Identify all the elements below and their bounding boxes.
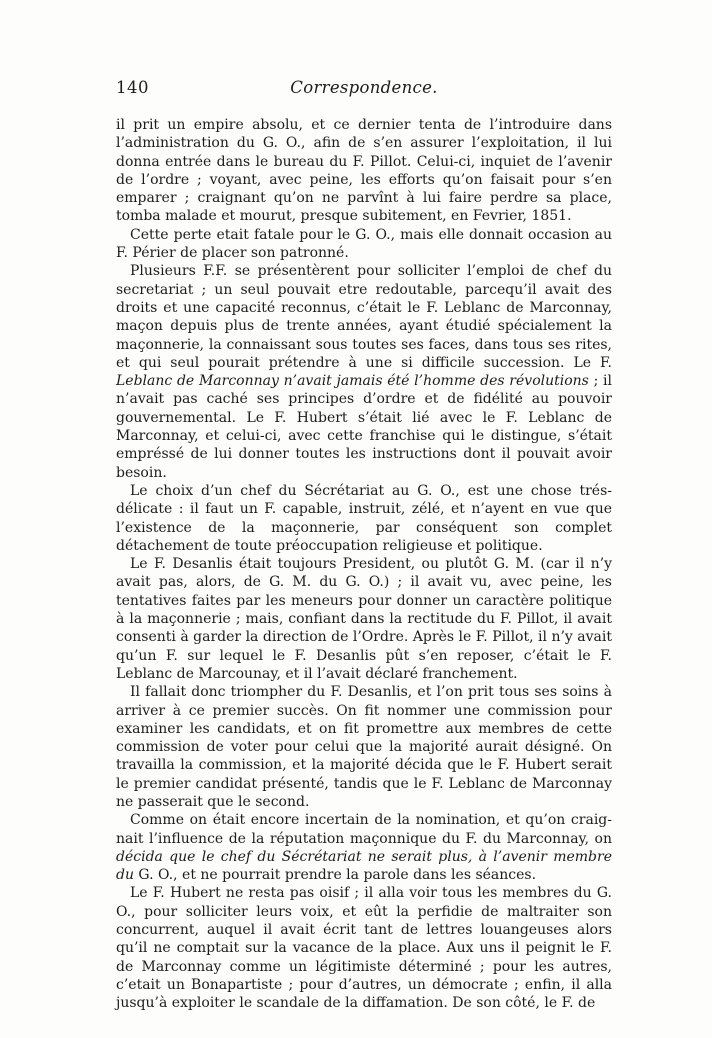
text-segment: Il fallait donc triompher du F. Desanlis, et l’on prit tous ses soins à arriver à ce premier succès. On fit nommer une commission pour examiner les candidats, et on fit promettre aux membres de cette commission de voter pour celui que la majorité aurait désigné. On travailla la commission, et la majorité décida que le F. Hubert serait le premier candidat présenté, tandis que le F. Leblanc de Marconnay ne passerait que le second. bbox=[116, 684, 612, 810]
text-segment: Plusieurs F.F. se présentèrent pour solliciter l’emploi de chef du secretariat ; un seul pouvait etre redoutable, parcequ’il avait des droits et une capacité reconnus, c’était le F. Leblanc de Marconnay, maçon depuis plus de trente années, ayant étudié spécialement la maçonnerie, la connaissant sous toutes ses faces, dans tous ses rites, et qui seul pourait prétendre à une si difficile succession. Le F. bbox=[116, 263, 612, 371]
text-segment: il prit un empire absolu, et ce dernier tenta de l’introduire dans l’administration du G. O., afin de s’en assurer l’exploitation, il lui donna entrée dans le bureau du F. Pillot. Celui-ci, inquiet de l’avenir de l’ordre ; voyant, avec peine, les efforts qu’on faisait pour s’en emparer ; craignant qu’on ne parvînt à lui faire perdre sa place, tomba malade et mourut, presque subitement, en Fevrier, 1851. bbox=[116, 117, 612, 225]
paragraph bbox=[116, 116, 612, 226]
paragraph bbox=[116, 226, 612, 263]
text-segment: Le F. Hubert ne resta pas oisif ; il alla voir tous les membres du G. O., pour solliciter leurs voix, et eût la perfidie de maltraiter son concurrent, auquel il avait écrit tant de lettres louangeuses alors qu’il ne comptait sur la vacance de la place. Aux uns il peignit le F. de Marconnay comme un légitimiste déterminé ; pour les autres, c’etait un Bonapartiste ; pour d’autres, un démocrate ; enfin, il alla jusqu’à exploiter le scandale de la diffamation. De son côté, le F. de bbox=[116, 885, 612, 1012]
text-segment: G. O., et ne pourrait prendre la parole dans les séances. bbox=[133, 867, 537, 884]
page-header bbox=[116, 78, 612, 104]
text-segment: Comme on était encore incertain de la nomination, et qu’on craig-nait l’influence de la réputation maçonnique du F. du Marconnay, on bbox=[116, 812, 612, 847]
body-text bbox=[116, 116, 612, 1013]
paragraph bbox=[116, 262, 612, 482]
paragraph bbox=[116, 811, 612, 884]
text-segment: Cette perte etait fatale pour le G. O., mais elle donnait occasion au F. Périer de placer son patronné. bbox=[116, 226, 612, 262]
paragraph bbox=[116, 482, 612, 555]
paragraph bbox=[116, 555, 612, 683]
italic-text-segment: Leblanc de Marconnay n’avait jamais été l’homme des révolutions bbox=[116, 373, 589, 390]
text-segment: Le choix d’un chef du Sécrétariat au G. O., est une chose trés-délicate : il faut un F. capable, instruit, zélé, et n’ayent en vue que l’existence de la maçonnerie, par conséquent son complet détachement de toute préoccupation religieuse et politique. bbox=[116, 482, 612, 554]
text-segment: Le F. Desanlis était toujours President, ou plutôt G. M. (car il n’y avait pas, alors, de G. M. du G. O.) ; il avait vu, avec peine, les tentatives faites par les meneurs pour donner un caractère politique à la maçonnerie ; mais, confiant dans la rectitude du F. Pillot, il avait consenti à garder la direction de l’Ordre. Après le F. Pillot, il n’y avait qu’un F. sur lequel le F. Desanlis pût s’en reposer, c’était le F. Leblanc de Marcounay, et il l’avait déclaré franchement. bbox=[116, 556, 612, 682]
paragraph bbox=[116, 884, 612, 1012]
italic-text-segment: décida que le chef du Sécrétariat ne serait plus, à l’avenir membre du bbox=[116, 848, 612, 884]
page-number: 140 bbox=[116, 78, 149, 97]
text-segment: ; il n’avait pas caché ses principes d’ordre et de fidélité au pouvoir gouvernemental. Le F. Hubert s’était lié avec le F. Leblanc de Marconnay, et celui-ci, avec cette franchise qui le distingue, s’était empréssé de lui donner toutes les instructions dont il pouvait avoir besoin. bbox=[116, 373, 612, 481]
paragraph bbox=[116, 683, 612, 811]
running-title: Correspondence. bbox=[290, 78, 438, 97]
